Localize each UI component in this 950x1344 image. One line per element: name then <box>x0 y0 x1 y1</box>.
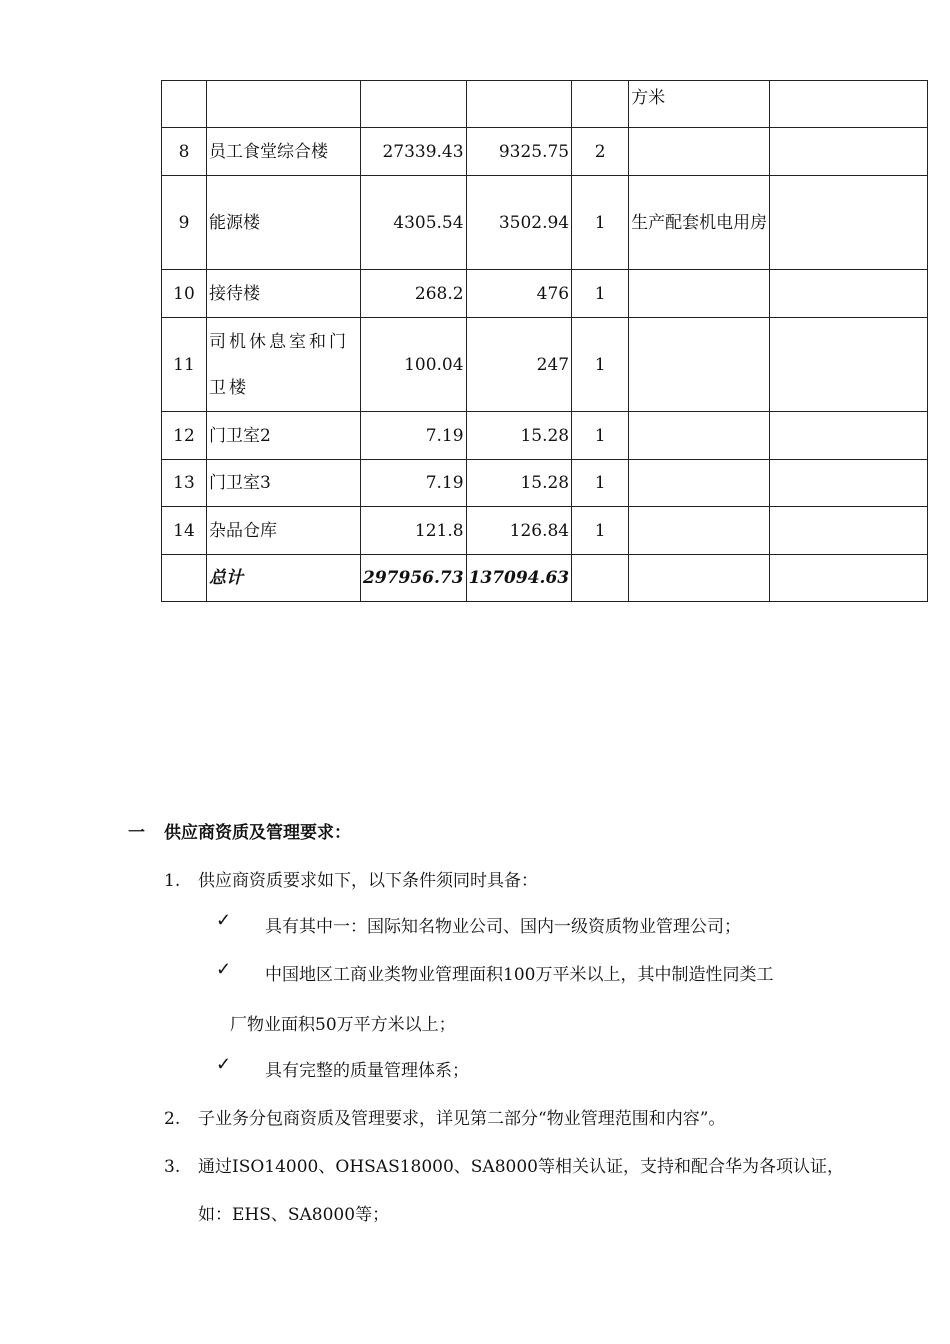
checkmark-icon: ✓ <box>216 959 232 980</box>
building-name: 门卫室2 <box>207 412 361 460</box>
item-text: 通过ISO14000、OHSAS18000、SA8000等相关认证，支持和配合华为各项认证， <box>198 1157 844 1177</box>
area-value-1: 7.19 <box>361 412 467 460</box>
area-value-1: 7.19 <box>361 460 467 507</box>
row-number: 10 <box>162 270 207 318</box>
item-number: 1. <box>164 871 181 891</box>
building-area-table <box>161 80 928 602</box>
item-text-continuation: 如：EHS、SA8000等； <box>198 1205 390 1225</box>
building-name: 能源楼 <box>207 176 361 270</box>
bullet-text-continuation: 厂物业面积50万平方米以上； <box>230 1015 456 1035</box>
building-name <box>207 81 361 128</box>
area-value-2 <box>466 81 572 128</box>
building-count <box>572 81 629 128</box>
row-number: 8 <box>162 128 207 176</box>
area-value-2: 9325.75 <box>466 128 572 176</box>
extra-cell <box>770 176 928 270</box>
area-value-2: 15.28 <box>466 460 572 507</box>
item-text: 供应商资质要求如下，以下条件须同时具备： <box>198 871 538 891</box>
total-area-2: 137094.63 <box>466 555 572 602</box>
building-name: 接待楼 <box>207 270 361 318</box>
total-number-cell <box>162 555 207 602</box>
area-value-2: 3502.94 <box>466 176 572 270</box>
note-cell <box>629 507 770 555</box>
bullet-text: 具有其中一：国际知名物业公司、国内一级资质物业管理公司； <box>265 917 741 937</box>
area-value-2: 15.28 <box>466 412 572 460</box>
row-number <box>162 81 207 128</box>
list-item <box>164 1104 725 1129</box>
area-value-1 <box>361 81 467 128</box>
section-heading <box>128 818 351 843</box>
table-row <box>162 318 928 412</box>
area-value-1: 4305.54 <box>361 176 467 270</box>
note-cell <box>629 412 770 460</box>
building-count: 1 <box>572 460 629 507</box>
building-count: 1 <box>572 176 629 270</box>
extra-cell <box>770 460 928 507</box>
building-name: 杂品仓库 <box>207 507 361 555</box>
row-number: 9 <box>162 176 207 270</box>
note-cell: 生产配套机电用房 <box>629 176 770 270</box>
total-note-cell <box>629 555 770 602</box>
row-number: 11 <box>162 318 207 412</box>
note-cell <box>629 128 770 176</box>
building-count: 1 <box>572 507 629 555</box>
row-number: 13 <box>162 460 207 507</box>
table-row <box>162 81 928 128</box>
note-cell: 方米 <box>629 81 770 128</box>
item-number: 3. <box>164 1157 181 1177</box>
note-cell <box>629 270 770 318</box>
checkmark-icon: ✓ <box>216 1054 232 1075</box>
area-value-2: 476 <box>466 270 572 318</box>
row-number: 14 <box>162 507 207 555</box>
list-item <box>164 866 538 891</box>
area-value-2: 247 <box>466 318 572 412</box>
table-row <box>162 176 928 270</box>
table-row <box>162 460 928 507</box>
building-name: 门卫室3 <box>207 460 361 507</box>
area-value-1: 268.2 <box>361 270 467 318</box>
checkmark-icon: ✓ <box>216 910 232 931</box>
row-number: 12 <box>162 412 207 460</box>
building-count: 1 <box>572 412 629 460</box>
section-marker: 一 <box>128 823 145 843</box>
building-name: 员工食堂综合楼 <box>207 128 361 176</box>
total-count-cell <box>572 555 629 602</box>
total-extra-cell <box>770 555 928 602</box>
list-item <box>164 1152 844 1177</box>
building-name: 司机休息室和门卫楼 <box>207 318 361 412</box>
bullet-text: 中国地区工商业类物业管理面积100万平米以上，其中制造性同类工 <box>265 965 774 985</box>
building-count: 1 <box>572 270 629 318</box>
note-cell <box>629 460 770 507</box>
extra-cell <box>770 507 928 555</box>
section-title: 供应商资质及管理要求： <box>164 823 351 843</box>
extra-cell <box>770 128 928 176</box>
item-number: 2. <box>164 1109 181 1129</box>
table-total-row <box>162 555 928 602</box>
table-row <box>162 507 928 555</box>
extra-cell <box>770 412 928 460</box>
table-row <box>162 412 928 460</box>
area-value-1: 121.8 <box>361 507 467 555</box>
area-value-1: 27339.43 <box>361 128 467 176</box>
note-cell <box>629 318 770 412</box>
extra-cell <box>770 81 928 128</box>
extra-cell <box>770 270 928 318</box>
item-text: 子业务分包商资质及管理要求，详见第二部分“物业管理范围和内容”。 <box>198 1109 726 1129</box>
bullet-text: 具有完整的质量管理体系； <box>265 1061 469 1081</box>
area-value-2: 126.84 <box>466 507 572 555</box>
extra-cell <box>770 318 928 412</box>
table-row <box>162 128 928 176</box>
table-row <box>162 270 928 318</box>
area-value-1: 100.04 <box>361 318 467 412</box>
building-count: 1 <box>572 318 629 412</box>
total-area-1: 297956.73 <box>361 555 467 602</box>
total-label: 总计 <box>207 555 361 602</box>
building-count: 2 <box>572 128 629 176</box>
